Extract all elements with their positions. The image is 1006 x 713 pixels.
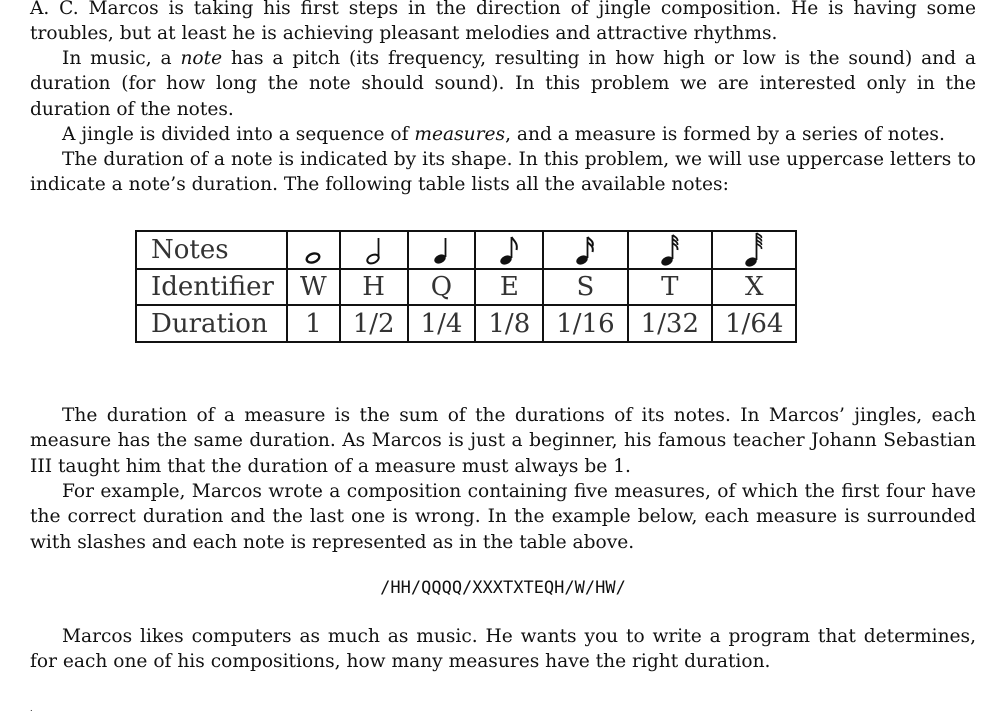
duration-row <box>136 305 796 342</box>
duration-cell: 1/4 <box>408 305 476 342</box>
identifier-cell: E <box>475 269 543 305</box>
trailing-mark: . <box>30 704 33 713</box>
sixty-fourth-note-icon <box>712 231 796 269</box>
thirty-second-note-icon <box>628 231 712 269</box>
identifier-row-label: Identifier <box>136 269 287 305</box>
notes-row <box>136 231 796 269</box>
eighth-note-icon <box>475 231 543 269</box>
duration-cell: 1/32 <box>628 305 712 342</box>
identifier-cell: X <box>712 269 796 305</box>
half-note-icon <box>340 231 408 269</box>
quarter-note-icon <box>408 231 476 269</box>
paragraph-measures: A jingle is divided into a sequence of measures, and a measure is formed by a series of notes. <box>62 124 945 145</box>
identifier-cell: Q <box>408 269 476 305</box>
sixteenth-note-icon <box>543 231 627 269</box>
paragraph-measure-duration: The duration of a measure is the sum of the durations of its notes. In Marcos’ jingles, each measure has the same duration. As Marcos is just a beginner, his famous teacher Johann Sebastian III taught him that the duration of a measure must always be 1. <box>30 405 976 477</box>
duration-cell: 1 <box>287 305 340 342</box>
duration-cell: 1/16 <box>543 305 627 342</box>
paragraph-example-intro: For example, Marcos wrote a composition containing five measures, of which the first four have the correct duration and the last one is wrong. In the example below, each measure is surrounded with slashes and each note is represented as in the table above. <box>30 481 976 553</box>
identifier-cell: W <box>287 269 340 305</box>
whole-note-icon <box>287 231 340 269</box>
identifier-cell: S <box>543 269 627 305</box>
identifier-row <box>136 269 796 305</box>
duration-cell: 1/64 <box>712 305 796 342</box>
notes-row-label: Notes <box>136 231 287 269</box>
paragraph-intro: A. C. Marcos is taking his first steps in the direction of jingle composition. He is having some troubles, but at least he is achieving pleasant melodies and attractive rhythms. <box>30 0 976 45</box>
duration-row-label: Duration <box>136 305 287 342</box>
paragraph-task: Marcos likes computers as much as music. He wants you to write a program that determines, for each one of his compositions, how many measures have the right duration. <box>30 626 976 673</box>
example-composition: /HH/QQQQ/XXXTXTEQH/W/HW/ <box>380 578 626 598</box>
duration-cell: 1/8 <box>475 305 543 342</box>
duration-cell: 1/2 <box>340 305 408 342</box>
identifier-cell: H <box>340 269 408 305</box>
identifier-cell: T <box>628 269 712 305</box>
paragraph-note-shapes: The duration of a note is indicated by its shape. In this problem, we will use uppercase letters to indicate a note’s duration. The following table lists all the available notes: <box>30 149 976 196</box>
notes-table <box>135 230 797 343</box>
paragraph-note-definition: In music, a note has a pitch (its frequency, resulting in how high or low is the sound) and a duration (for how long the note should sound). In this problem we are interested only in the duration of the notes. <box>30 48 976 120</box>
